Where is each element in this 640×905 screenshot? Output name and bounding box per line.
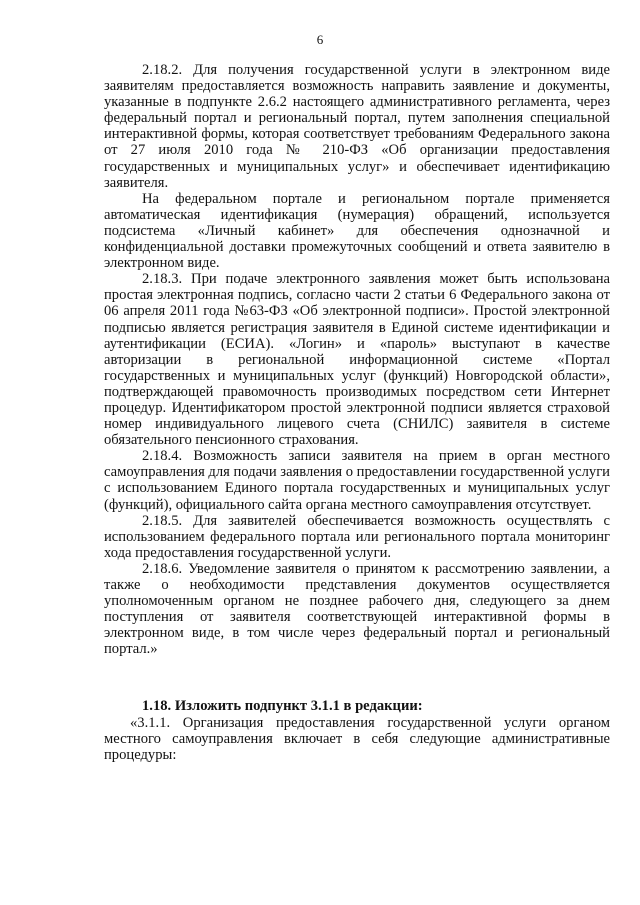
paragraph-portal-identification: На федеральном портале и региональном портале применяется автоматическая идентификация (нумерация) обращений, используется подсистема «Личный кабинет» для обеспечения однозначной и конфиденциальной доставки промежуточных сообщений и ответа заявителю в электронном виде. <box>104 190 610 272</box>
paragraph-2-18-6: 2.18.6. Уведомление заявителя о принятом к рассмотрению заявлении, а также о необходимости представления документов осуществляется уполномоченным органом не позднее рабочего дня, следующего за днем поступления от заявителя соответствующей интерактивной формы в электронном виде, в том числе через федеральный портал и региональный портал.» <box>104 560 610 658</box>
paragraph-2-18-3: 2.18.3. При подаче электронного заявления может быть использована простая электронная подпись, согласно части 2 статьи 6 Федерального закона от 06 апреля 2011 года №63-ФЗ «Об электронной подписи». Простой электронной подписью является регистрация заявителя в Единой системе идентификации и аутентификации (ЕСИА). «Логин» и «пароль» выступают в качестве авторизации в региональной информационной системе «Портал государственных и муниципальных услуг (функций) Новгородской области», подтверждающей правомочность производимых посредством сети Интернет процедур. Идентификатором простой электронной подписи является страховой номер индивидуального лицевого счета (СНИЛС) заявителя в системе обязательного пенсионного страхования. <box>104 271 610 449</box>
paragraph-2-18-5: 2.18.5. Для заявителей обеспечивается возможность осуществлять с использованием федерального портала или регионального портала мониторинг хода предоставления государственной услуги. <box>104 512 610 561</box>
paragraph-3-1-1: «3.1.1. Организация предоставления государственной услуги органом местного самоуправления включает в себя следующие административные процедуры: <box>104 714 610 763</box>
section-heading-1-18: 1.18. Изложить подпункт 3.1.1 в редакции: <box>142 698 423 715</box>
document-body <box>104 62 610 763</box>
paragraph-2-18-2: 2.18.2. Для получения государственной услуги в электронном виде заявителям предоставляется возможность направить заявление и документы, указанные в подпункте 2.6.2 настоящего административного регламента, через федеральный портал и региональный портал, путем заполнения специальной интерактивной формы, которая соответствует требованиям Федерального закона от 27 июля 2010 года № 210-ФЗ «Об организации предоставления государственных и муниципальных услуг» и обеспечивает идентификацию заявителя. <box>104 62 610 191</box>
paragraph-2-18-4: 2.18.4. Возможность записи заявителя на прием в орган местного самоуправления для подачи заявления о предоставлении государственной услуги с использованием Единого портала государственных и муниципальных услуг (функций), официального сайта органа местного самоуправления отсутствует. <box>104 448 610 513</box>
page-number: 6 <box>316 32 324 47</box>
